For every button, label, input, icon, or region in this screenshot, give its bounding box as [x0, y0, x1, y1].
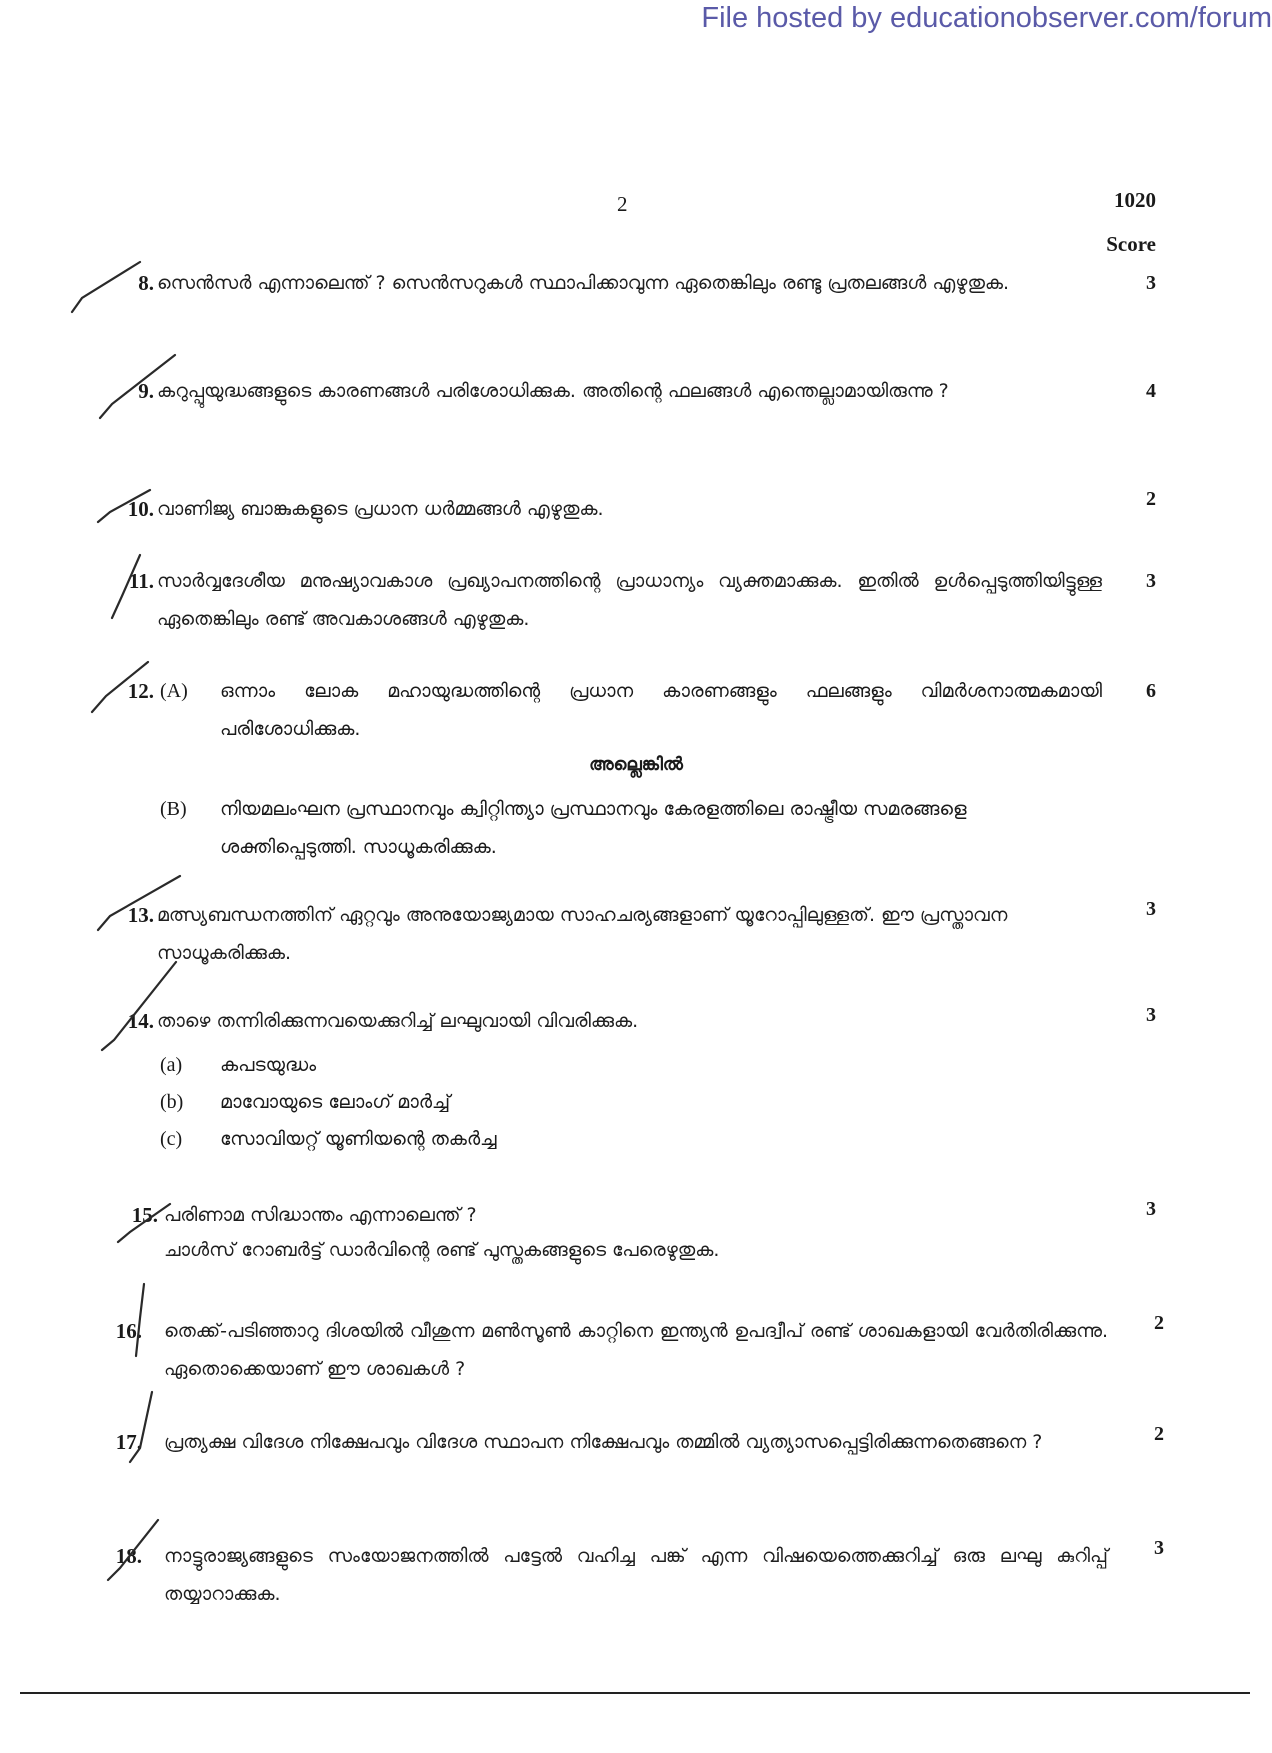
item-text: കപടയുദ്ധം — [220, 1054, 317, 1076]
question-text: സെൻസർ എന്നാലെന്ത് ? സെൻസറുകൾ സ്ഥാപിക്കാവുന്ന ഏതെങ്കിലും രണ്ടു പ്രതലങ്ങൾ എഴുതുക. — [157, 272, 1010, 294]
question-number: 12. — [127, 679, 154, 703]
item-label: (b) — [160, 1091, 184, 1113]
question-text: വാണിജ്യ ബാങ്കുകളുടെ പ്രധാന ധർമ്മങ്ങൾ എഴുതുക. — [157, 498, 604, 520]
item-label: (c) — [160, 1128, 183, 1150]
page-number: 2 — [617, 192, 628, 216]
question-number: 16. — [115, 1319, 142, 1343]
option-b-text: നിയമലംഘന പ്രസ്ഥാനവും ക്വിറ്റിന്ത്യാ പ്രസ്ഥാനവും കേരളത്തിലെ രാഷ്ട്രീയ സമരങ്ങളെ ശക്തിപ്പെടുത്തി. സാധൂകരിക്കുക. — [220, 798, 967, 858]
item-text: സോവിയറ്റ് യൂണിയന്റെ തകർച്ച — [220, 1128, 497, 1150]
watermark-text: File hosted by educationobserver.com/forum — [701, 2, 1272, 34]
question-score: 4 — [1146, 380, 1156, 402]
question-text: തെക്ക്-പടിഞ്ഞാറു ദിശയിൽ വീശുന്ന മൺസൂൺ കാറ്റിനെ ഇന്ത്യൻ ഉപദ്വീപ് രണ്ട് ശാഖകളായി വേർതിരിക്കുന്നു. ഏതൊക്കെയാണ് ഈ ശാഖകൾ ? — [164, 1320, 1108, 1380]
question-text: പരിണാമ സിദ്ധാന്തം എന്നാലെന്ത് ? — [164, 1204, 477, 1226]
question-number: 13. — [127, 903, 154, 927]
question-number: 15. — [131, 1203, 158, 1227]
question-number: 9. — [138, 379, 154, 403]
option-a-label: (A) — [160, 680, 188, 702]
paper-code: 1020 — [1114, 188, 1156, 212]
bottom-rule — [20, 1692, 1250, 1694]
question-text: കറുപ്പുയുദ്ധങ്ങളുടെ കാരണങ്ങൾ പരിശോധിക്കുക. അതിന്റെ ഫലങ്ങൾ എന്തെല്ലാമായിരുന്നു ? — [157, 380, 949, 402]
question-number: 18. — [115, 1544, 142, 1568]
question-text-2: ചാൾസ് റോബർട്ട് ഡാർവിന്റെ രണ്ട് പുസ്തകങ്ങളുടെ പേരെഴുതുക. — [164, 1239, 720, 1261]
question-score: 2 — [1146, 488, 1156, 510]
question-score: 3 — [1146, 1004, 1156, 1026]
question-number: 8. — [138, 271, 154, 295]
question-score: 2 — [1154, 1423, 1164, 1445]
question-number: 14. — [127, 1009, 154, 1033]
question-text: മത്സ്യബന്ധനത്തിന് ഏറ്റവും അനുയോജ്യമായ സാഹചര്യങ്ങളാണ് യൂറോപ്പിലുള്ളത്. ഈ പ്രസ്താവന സാധൂകരിക്കുക. — [157, 904, 1008, 964]
item-text: മാവോയുടെ ലോംഗ് മാർച്ച് — [220, 1091, 451, 1113]
question-number: 10. — [127, 497, 154, 521]
score-column-heading: Score — [1106, 232, 1156, 256]
question-number: 17. — [115, 1430, 142, 1454]
question-score: 6 — [1146, 680, 1156, 702]
question-score: 3 — [1146, 1198, 1156, 1220]
or-separator: അല്ലെങ്കിൽ — [589, 754, 683, 775]
question-text: സാർവ്വദേശീയ മനുഷ്യാവകാശ പ്രഖ്യാപനത്തിന്റെ പ്രാധാന്യം വ്യക്തമാക്കുക. ഇതിൽ ഉൾപ്പെടുത്തിയിട്ടുള്ള ഏതെങ്കിലും രണ്ട് അവകാശങ്ങൾ എഴുതുക. — [157, 570, 1102, 630]
question-score: 2 — [1154, 1312, 1164, 1334]
question-score: 3 — [1146, 570, 1156, 592]
item-label: (a) — [160, 1054, 183, 1076]
question-score: 3 — [1146, 272, 1156, 294]
question-text: പ്രത്യക്ഷ വിദേശ നിക്ഷേപവും വിദേശ സ്ഥാപന നിക്ഷേപവും തമ്മിൽ വ്യത്യാസപ്പെട്ടിരിക്കുന്നതെങ്ങനെ ? — [164, 1431, 1043, 1453]
question-text: നാട്ടുരാജ്യങ്ങളുടെ സംയോജനത്തിൽ പട്ടേൽ വഹിച്ച പങ്ക് എന്ന വിഷയെത്തെക്കുറിച്ച് ഒരു ലഘു കുറിപ്പ് തയ്യാറാക്കുക. — [164, 1545, 1108, 1605]
question-number: 11. — [128, 569, 154, 593]
question-score: 3 — [1146, 898, 1156, 920]
question-text: താഴെ തന്നിരിക്കുന്നവയെക്കുറിച്ച് ലഘുവായി വിവരിക്കുക. — [157, 1010, 639, 1032]
question-score: 3 — [1154, 1537, 1164, 1559]
option-a-text: ഒന്നാം ലോക മഹായുദ്ധത്തിന്റെ പ്രധാന കാരണങ്ങളും ഫലങ്ങളും വിമർശനാത്മകമായി പരിശോധിക്കുക. — [220, 680, 1102, 740]
option-b-label: (B) — [160, 798, 187, 820]
